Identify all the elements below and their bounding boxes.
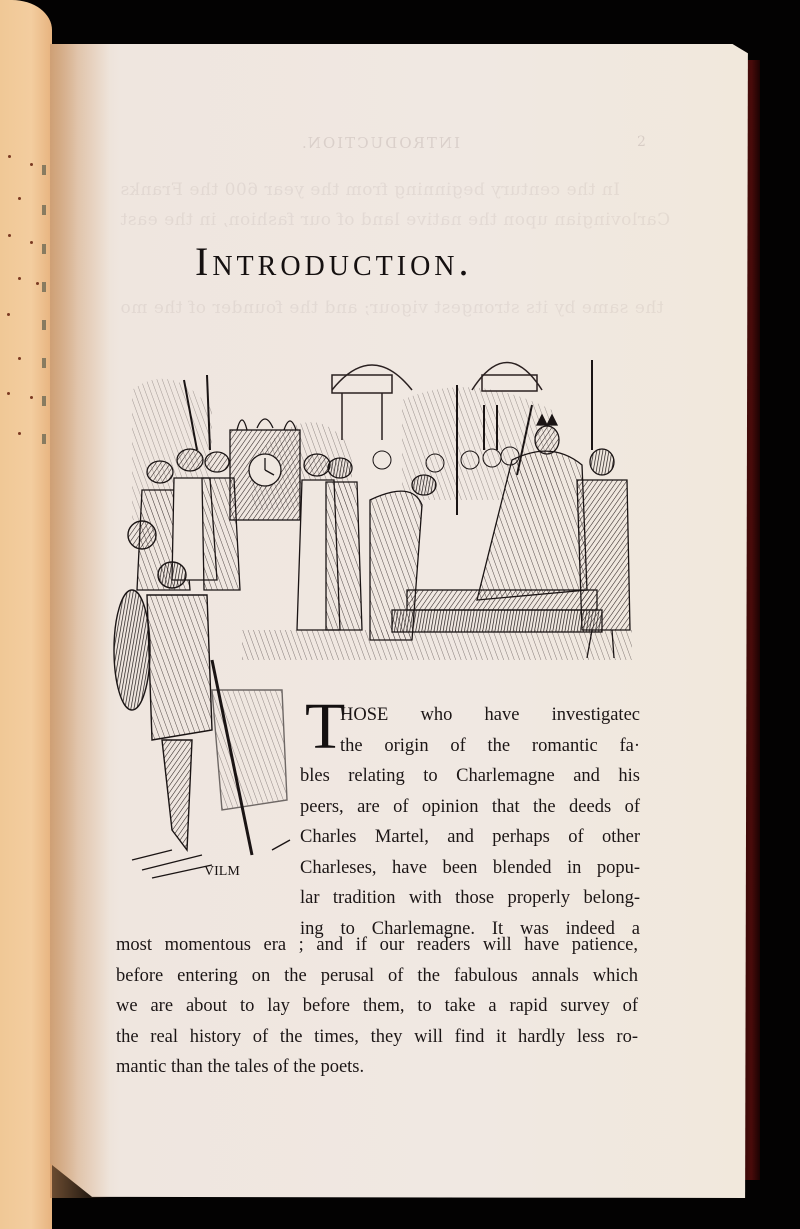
- margin-mark: [18, 277, 21, 280]
- margin-mark: [30, 163, 33, 166]
- text-line: before entering on the perusal of the fabulous annals which: [116, 965, 638, 986]
- text-line: peers, are of opinion that the deeds of: [300, 796, 640, 817]
- margin-mark: [18, 357, 21, 360]
- previous-page-edge: [0, 0, 52, 1229]
- text-line: Charleses, have been blended in popu-: [300, 857, 640, 878]
- text-line: we are about to lay before them, to take a rapid survey of: [116, 996, 638, 1016]
- text-line: most momentous era ; and if our readers will have patience,: [116, 935, 638, 955]
- margin-mark: [7, 313, 10, 316]
- artist-signature: VILM: [204, 864, 240, 879]
- margin-glyph: [42, 165, 46, 175]
- text-line: HOSE who have investigatec: [340, 705, 640, 725]
- margin-glyph: [42, 244, 46, 254]
- text-line: ing to Charlemagne. It was indeed a: [300, 918, 640, 939]
- margin-glyph: [42, 282, 46, 292]
- drop-cap: T: [305, 690, 346, 763]
- envoys-left: [137, 449, 240, 590]
- wrapped-paragraph: [300, 700, 640, 944]
- margin-glyph: [42, 320, 46, 330]
- showthrough-header: INTRODUCTION.: [300, 134, 460, 152]
- text-line: bles relating to Charlemagne and his: [300, 766, 640, 786]
- margin-mark: [18, 432, 21, 435]
- showthrough-page-number: 2: [637, 134, 646, 150]
- margin-mark: [36, 282, 39, 285]
- text-line: the real history of the times, they will find it hardly less ro-: [116, 1026, 638, 1047]
- margin-glyph: [42, 396, 46, 406]
- margin-mark: [30, 396, 33, 399]
- margin-glyph: [42, 434, 46, 444]
- full-width-paragraph: [116, 930, 638, 1083]
- showthrough-line: Carlovingian upon the native land of our fashion, in the east: [120, 210, 671, 230]
- title-text: Introduction.: [195, 239, 473, 284]
- margin-mark: [30, 241, 33, 244]
- margin-mark: [18, 197, 21, 200]
- text-line: lar tradition with those properly belong-: [300, 888, 640, 908]
- showthrough-line: the same by its strongest vigour; and the founder of the mo: [120, 298, 664, 318]
- guard-right: [577, 449, 630, 658]
- margin-mark: [8, 155, 11, 158]
- margin-glyph: [42, 358, 46, 368]
- margin-mark: [8, 234, 11, 237]
- showthrough-line: In the century beginning from the year 600 the Franks: [120, 180, 620, 200]
- text-line: the origin of the romantic fa·: [340, 735, 640, 756]
- text-line: Charles Martel, and perhaps of other: [300, 827, 640, 847]
- margin-mark: [7, 392, 10, 395]
- text-line: mantic than the tales of the poets.: [116, 1057, 365, 1077]
- margin-glyph: [42, 205, 46, 215]
- ornate-clock: [230, 419, 300, 520]
- page-title: [195, 238, 555, 285]
